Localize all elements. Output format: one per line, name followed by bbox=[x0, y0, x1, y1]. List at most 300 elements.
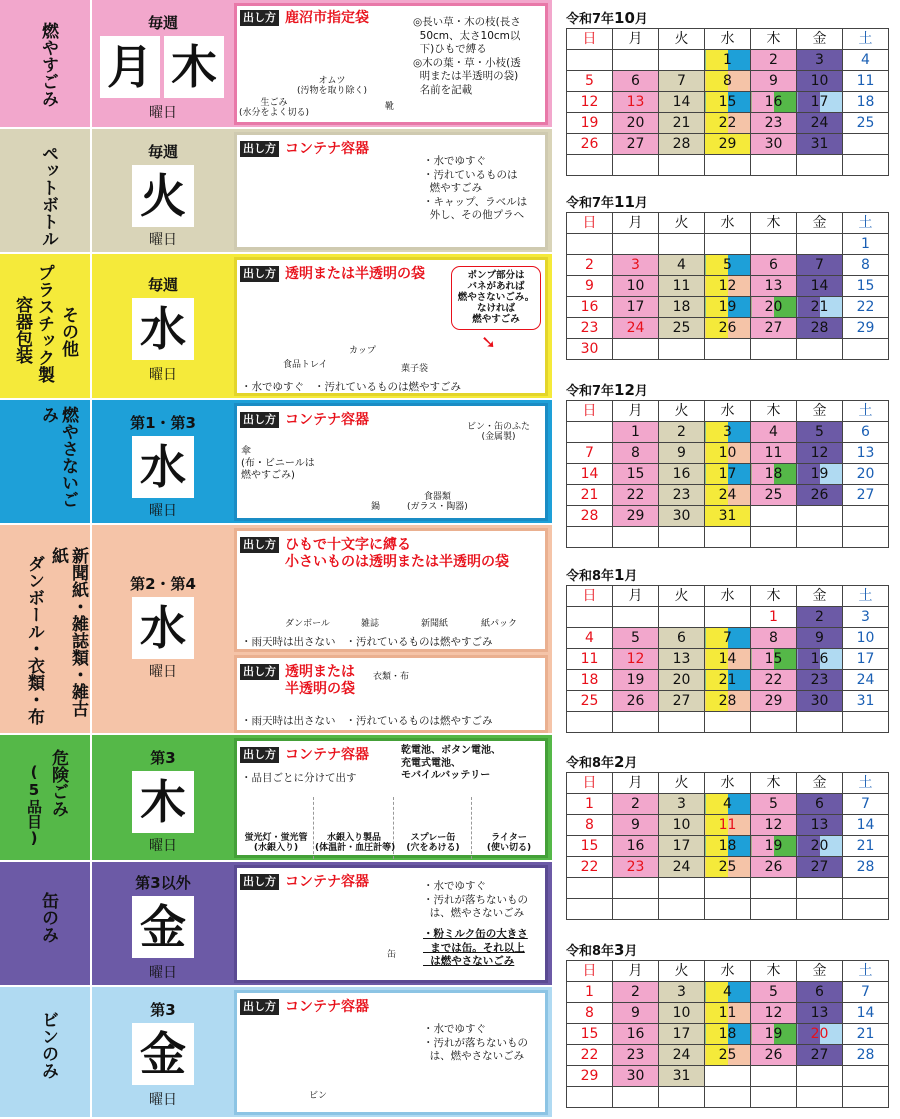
weekday-header: 土 bbox=[843, 586, 889, 607]
calendar-day: 11 bbox=[567, 649, 613, 670]
calendar-day bbox=[613, 878, 659, 899]
calendar-day bbox=[797, 527, 843, 548]
calendar-day bbox=[567, 607, 613, 628]
weekday-box-tue: 火 bbox=[132, 165, 194, 227]
schedule-bottles: 第3 金 曜日 bbox=[92, 987, 234, 1117]
calendar-day: 25 bbox=[659, 318, 705, 339]
calendar-day: 14 bbox=[843, 815, 889, 836]
schedule-pet-bottle: 毎週 火 曜日 bbox=[92, 129, 234, 252]
calendar-day: 21 bbox=[705, 670, 751, 691]
month-title bbox=[566, 752, 638, 771]
calendar-day: 3 bbox=[843, 607, 889, 628]
calendar-day bbox=[843, 1066, 889, 1087]
calendar-day: 20 bbox=[613, 113, 659, 134]
calendar-day: 22 bbox=[613, 485, 659, 506]
row-burnable bbox=[0, 0, 552, 129]
calendar-day: 14 bbox=[705, 649, 751, 670]
calendar-day: 22 bbox=[843, 297, 889, 318]
calendar-day: 10 bbox=[613, 276, 659, 297]
calendar-day: 15 bbox=[567, 1024, 613, 1045]
calendar-day: 2 bbox=[567, 255, 613, 276]
calendar-day: 27 bbox=[843, 485, 889, 506]
calendar-day bbox=[705, 527, 751, 548]
calendar-day bbox=[843, 134, 889, 155]
calendar-day: 11 bbox=[705, 815, 751, 836]
weekday-header: 水 bbox=[705, 961, 751, 982]
calendar-day: 12 bbox=[613, 649, 659, 670]
month-calendar bbox=[566, 400, 889, 548]
calendar-day: 3 bbox=[659, 794, 705, 815]
calendar-day: 13 bbox=[659, 649, 705, 670]
weekday-header: 水 bbox=[705, 29, 751, 50]
weekday-box-wed: 水 bbox=[132, 597, 194, 659]
calendar-day: 24 bbox=[659, 857, 705, 878]
calendar-day: 9 bbox=[567, 276, 613, 297]
calendar-day: 4 bbox=[705, 794, 751, 815]
calendar-day: 26 bbox=[751, 1045, 797, 1066]
calendar-day: 29 bbox=[843, 318, 889, 339]
calendar-day: 1 bbox=[751, 607, 797, 628]
calendar-day: 19 bbox=[613, 670, 659, 691]
calendar-day bbox=[659, 878, 705, 899]
calendar-day: 4 bbox=[659, 255, 705, 276]
calendar-day bbox=[567, 878, 613, 899]
calendar-day bbox=[751, 506, 797, 527]
calendar-day: 19 bbox=[751, 1024, 797, 1045]
calendar-day: 18 bbox=[659, 297, 705, 318]
weekday-header: 木 bbox=[751, 773, 797, 794]
calendar-day: 31 bbox=[705, 506, 751, 527]
weekday-header: 水 bbox=[705, 773, 751, 794]
weekday-header: 日 bbox=[567, 586, 613, 607]
category-label-non-burnable: 燃やさないごみ bbox=[0, 400, 92, 523]
calendar-day bbox=[567, 50, 613, 71]
calendar-day: 6 bbox=[797, 982, 843, 1003]
calendar-day: 10 bbox=[797, 71, 843, 92]
month-number: 1 bbox=[614, 566, 625, 584]
calendar-day: 25 bbox=[843, 113, 889, 134]
calendar-day bbox=[659, 234, 705, 255]
weekday-header: 日 bbox=[567, 961, 613, 982]
calendar-day: 3 bbox=[613, 255, 659, 276]
weekday-header: 日 bbox=[567, 29, 613, 50]
calendar-day: 5 bbox=[613, 628, 659, 649]
calendar-day: 13 bbox=[843, 443, 889, 464]
calendar-day: 14 bbox=[797, 276, 843, 297]
calendar-day: 10 bbox=[843, 628, 889, 649]
calendar-day: 22 bbox=[567, 857, 613, 878]
calendar-day: 3 bbox=[797, 50, 843, 71]
calendar-day: 8 bbox=[613, 443, 659, 464]
calendar-day: 28 bbox=[797, 318, 843, 339]
weekday-header: 月 bbox=[613, 961, 659, 982]
calendar-day: 24 bbox=[843, 670, 889, 691]
calendar-day bbox=[797, 878, 843, 899]
calendar-day bbox=[613, 527, 659, 548]
calendar-day: 6 bbox=[843, 422, 889, 443]
weekday-header: 金 bbox=[797, 961, 843, 982]
weekday-header: 土 bbox=[843, 961, 889, 982]
weekday-header: 金 bbox=[797, 213, 843, 234]
calendar-day bbox=[705, 234, 751, 255]
calendar-day bbox=[751, 527, 797, 548]
calendar-day: 27 bbox=[751, 318, 797, 339]
weekday-header: 日 bbox=[567, 401, 613, 422]
calendar-day: 8 bbox=[751, 628, 797, 649]
month-suffix: 月 bbox=[634, 384, 648, 399]
calendar-day bbox=[567, 155, 613, 176]
calendar-day: 6 bbox=[797, 794, 843, 815]
calendar-day bbox=[705, 899, 751, 920]
calendar-day: 2 bbox=[797, 607, 843, 628]
calendar-day: 19 bbox=[567, 113, 613, 134]
calendar-day bbox=[797, 1066, 843, 1087]
month-calendar bbox=[566, 960, 889, 1108]
calendar-day: 31 bbox=[659, 1066, 705, 1087]
weekday-header: 木 bbox=[751, 586, 797, 607]
calendar-day: 22 bbox=[751, 670, 797, 691]
weekday-header: 月 bbox=[613, 213, 659, 234]
calendar-day: 4 bbox=[567, 628, 613, 649]
calendar-day bbox=[751, 899, 797, 920]
calendar-day: 27 bbox=[659, 691, 705, 712]
calendar-day: 25 bbox=[705, 1045, 751, 1066]
weekday-header: 金 bbox=[797, 401, 843, 422]
weekday-header: 土 bbox=[843, 401, 889, 422]
calendar-day bbox=[843, 527, 889, 548]
weekday-box-thu: 木 bbox=[132, 771, 194, 833]
weekday-header: 土 bbox=[843, 213, 889, 234]
calendar-day: 21 bbox=[659, 113, 705, 134]
calendar-day bbox=[613, 50, 659, 71]
calendar-day bbox=[797, 1087, 843, 1108]
calendar-day bbox=[751, 1066, 797, 1087]
calendar-day: 5 bbox=[751, 982, 797, 1003]
calendar-day: 2 bbox=[751, 50, 797, 71]
calendar-day: 13 bbox=[751, 276, 797, 297]
calendar-day: 14 bbox=[843, 1003, 889, 1024]
calendar-day bbox=[567, 527, 613, 548]
schedule-burnable: 毎週 月 木 曜日 bbox=[92, 0, 234, 127]
calendar-day: 17 bbox=[843, 649, 889, 670]
calendar-day bbox=[613, 339, 659, 360]
calendar-day bbox=[705, 1087, 751, 1108]
calendar-day bbox=[613, 607, 659, 628]
calendar-day: 24 bbox=[797, 113, 843, 134]
calendar-day: 16 bbox=[797, 649, 843, 670]
disposal-info-hazardous: 出し方 コンテナ容器 ・品目ごとに分けて出す 乾電池、ボタン電池、 充電式電池、 モバイルバッテリー 蛍光灯・蛍光管 (水銀入り) 水銀入り製品 (体温計・血圧計等) スプレー缶 (穴をあける) ライター (使い切る) bbox=[234, 738, 548, 858]
calendar-day bbox=[751, 155, 797, 176]
weekday-header: 水 bbox=[705, 586, 751, 607]
month-suffix: 月 bbox=[624, 944, 638, 959]
calendar-day: 15 bbox=[567, 836, 613, 857]
calendar-day: 11 bbox=[751, 443, 797, 464]
calendar-day: 26 bbox=[705, 318, 751, 339]
calendar-day bbox=[843, 1087, 889, 1108]
calendar-day: 12 bbox=[705, 276, 751, 297]
calendar-day: 1 bbox=[843, 234, 889, 255]
calendar-day bbox=[567, 234, 613, 255]
calendar-panel bbox=[556, 0, 900, 1119]
calendar-day bbox=[705, 155, 751, 176]
calendar-day: 9 bbox=[797, 628, 843, 649]
calendar-day: 7 bbox=[797, 255, 843, 276]
calendar-day: 7 bbox=[843, 794, 889, 815]
calendar-day: 2 bbox=[613, 794, 659, 815]
calendar-day bbox=[659, 155, 705, 176]
schedule-cans: 第3以外 金 曜日 bbox=[92, 862, 234, 985]
calendar-day: 29 bbox=[705, 134, 751, 155]
calendar-day bbox=[705, 878, 751, 899]
weekday-header: 火 bbox=[659, 401, 705, 422]
calendar-day: 15 bbox=[843, 276, 889, 297]
calendar-day: 20 bbox=[843, 464, 889, 485]
calendar-day: 20 bbox=[797, 1024, 843, 1045]
month-title bbox=[566, 380, 648, 399]
calendar-day: 28 bbox=[659, 134, 705, 155]
calendar-day: 11 bbox=[843, 71, 889, 92]
weekday-header: 金 bbox=[797, 773, 843, 794]
row-paper-cloth bbox=[0, 525, 552, 735]
calendar-day: 24 bbox=[659, 1045, 705, 1066]
calendar-day: 23 bbox=[567, 318, 613, 339]
month-title bbox=[566, 940, 638, 959]
calendar-day bbox=[797, 234, 843, 255]
arrow-down-icon: ➘ bbox=[481, 332, 497, 353]
calendar-day bbox=[613, 712, 659, 733]
calendar-day: 22 bbox=[567, 1045, 613, 1066]
calendar-day: 12 bbox=[567, 92, 613, 113]
weekday-header: 木 bbox=[751, 401, 797, 422]
row-pet-bottle bbox=[0, 129, 552, 254]
calendar-day: 31 bbox=[797, 134, 843, 155]
weekday-header: 金 bbox=[797, 586, 843, 607]
calendar-day: 6 bbox=[751, 255, 797, 276]
calendar-day: 1 bbox=[567, 982, 613, 1003]
calendar-day: 22 bbox=[705, 113, 751, 134]
calendar-day: 25 bbox=[705, 857, 751, 878]
schedule-hazardous: 第3 木 曜日 bbox=[92, 735, 234, 860]
weekday-header: 火 bbox=[659, 213, 705, 234]
calendar-day: 9 bbox=[659, 443, 705, 464]
weekday-header: 日 bbox=[567, 213, 613, 234]
calendar-day bbox=[659, 607, 705, 628]
calendar-day: 1 bbox=[613, 422, 659, 443]
month-number: 3 bbox=[614, 941, 625, 959]
calendar-day: 2 bbox=[659, 422, 705, 443]
era-label: 令和7年 bbox=[566, 384, 615, 399]
calendar-day bbox=[613, 155, 659, 176]
calendar-day: 4 bbox=[705, 982, 751, 1003]
calendar-day bbox=[843, 155, 889, 176]
calendar-day: 2 bbox=[613, 982, 659, 1003]
month-suffix: 月 bbox=[624, 756, 638, 771]
calendar-day: 25 bbox=[567, 691, 613, 712]
calendar-day bbox=[843, 712, 889, 733]
calendar-day: 21 bbox=[797, 297, 843, 318]
calendar-day bbox=[705, 712, 751, 733]
calendar-day bbox=[797, 712, 843, 733]
category-label-pet-bottle: ペットボトル bbox=[0, 129, 92, 252]
month-calendar bbox=[566, 772, 889, 920]
calendar-day: 7 bbox=[659, 71, 705, 92]
schedule-paper-cloth: 第2・第4 水 曜日 bbox=[130, 575, 196, 680]
calendar-day: 19 bbox=[705, 297, 751, 318]
category-label-hazardous: 危険ごみ (5品目) bbox=[0, 735, 92, 860]
calendar-day: 29 bbox=[751, 691, 797, 712]
calendar-day: 12 bbox=[751, 815, 797, 836]
calendar-day: 20 bbox=[751, 297, 797, 318]
weekday-box-wed: 水 bbox=[132, 298, 194, 360]
calendar-day: 16 bbox=[567, 297, 613, 318]
month-title bbox=[566, 192, 648, 211]
calendar-day bbox=[751, 878, 797, 899]
disposal-info-cans: 出し方 コンテナ容器 ・水でゆすぐ ・汚れが落ちないもの は、燃やさないごみ ・粉ミルク缶の大きさ までは缶。それ以上 は燃やさないごみ 缶 bbox=[234, 865, 548, 983]
category-label-paper-cloth: 新聞紙・雑誌類・雑古紙 ダンボール・衣類・布 bbox=[0, 525, 92, 733]
era-label: 令和7年 bbox=[566, 196, 615, 211]
calendar-day bbox=[613, 899, 659, 920]
month-suffix: 月 bbox=[634, 196, 648, 211]
calendar-day: 18 bbox=[705, 836, 751, 857]
calendar-day bbox=[797, 506, 843, 527]
calendar-day: 26 bbox=[751, 857, 797, 878]
pump-note-bubble: ポンプ部分は バネがあれば 燃やさないごみ。 なければ 燃やすごみ bbox=[451, 266, 541, 330]
calendar-day: 26 bbox=[567, 134, 613, 155]
calendar-day bbox=[705, 607, 751, 628]
calendar-day bbox=[567, 712, 613, 733]
calendar-day: 3 bbox=[659, 982, 705, 1003]
calendar-day: 4 bbox=[843, 50, 889, 71]
calendar-day: 30 bbox=[613, 1066, 659, 1087]
calendar-day bbox=[567, 899, 613, 920]
calendar-day bbox=[613, 234, 659, 255]
calendar-day: 10 bbox=[659, 815, 705, 836]
calendar-day: 3 bbox=[705, 422, 751, 443]
calendar-day: 10 bbox=[705, 443, 751, 464]
row-cans bbox=[0, 862, 552, 987]
calendar-day: 24 bbox=[613, 318, 659, 339]
calendar-day: 15 bbox=[705, 92, 751, 113]
weekday-header: 土 bbox=[843, 773, 889, 794]
weekday-box-fri: 金 bbox=[132, 1023, 194, 1085]
category-label-bottles: ビンのみ bbox=[0, 987, 92, 1117]
calendar-day bbox=[659, 899, 705, 920]
calendar-day bbox=[659, 527, 705, 548]
calendar-day: 9 bbox=[613, 815, 659, 836]
calendar-day: 17 bbox=[659, 1024, 705, 1045]
calendar-day: 8 bbox=[843, 255, 889, 276]
calendar-day: 16 bbox=[613, 836, 659, 857]
calendar-day bbox=[659, 50, 705, 71]
calendar-day: 16 bbox=[613, 1024, 659, 1045]
calendar-day: 25 bbox=[751, 485, 797, 506]
category-label-plastic: プラスチック製 その他 容器包装 bbox=[0, 254, 92, 398]
calendar-day bbox=[843, 506, 889, 527]
calendar-day: 30 bbox=[751, 134, 797, 155]
weekday-header: 水 bbox=[705, 401, 751, 422]
weekday-header: 土 bbox=[843, 29, 889, 50]
calendar-day: 5 bbox=[567, 71, 613, 92]
weekday-box-thu: 木 bbox=[164, 36, 224, 98]
calendar-day: 6 bbox=[659, 628, 705, 649]
calendar-day: 23 bbox=[751, 113, 797, 134]
calendar-day: 19 bbox=[797, 464, 843, 485]
calendar-day bbox=[751, 1087, 797, 1108]
weekday-header: 日 bbox=[567, 773, 613, 794]
calendar-day: 27 bbox=[613, 134, 659, 155]
calendar-day bbox=[705, 339, 751, 360]
weekday-box-fri: 金 bbox=[132, 896, 194, 958]
calendar-day: 23 bbox=[613, 1045, 659, 1066]
calendar-day: 29 bbox=[613, 506, 659, 527]
month-number: 12 bbox=[614, 381, 635, 399]
calendar-day: 26 bbox=[613, 691, 659, 712]
calendar-day: 18 bbox=[705, 1024, 751, 1045]
calendar-day bbox=[659, 339, 705, 360]
calendar-day: 5 bbox=[705, 255, 751, 276]
disposal-info-plastic: 出し方 透明または半透明の袋 ポンプ部分は バネがあれば 燃やさないごみ。 なければ 燃やすごみ ➘ カップ 食品トレイ 菓子袋 ・水でゆすぐ ・汚れているものは燃やすごみ bbox=[234, 257, 548, 396]
calendar-day bbox=[705, 1066, 751, 1087]
calendar-day bbox=[843, 339, 889, 360]
weekday-box-mon: 月 bbox=[100, 36, 160, 98]
calendar-day: 28 bbox=[705, 691, 751, 712]
calendar-day: 11 bbox=[705, 1003, 751, 1024]
calendar-day: 13 bbox=[797, 815, 843, 836]
weekday-header: 木 bbox=[751, 29, 797, 50]
calendar-day: 23 bbox=[659, 485, 705, 506]
calendar-day: 13 bbox=[797, 1003, 843, 1024]
weekday-header: 月 bbox=[613, 401, 659, 422]
weekday-header: 火 bbox=[659, 586, 705, 607]
month-title bbox=[566, 565, 638, 584]
calendar-day: 1 bbox=[567, 794, 613, 815]
row-non-burnable bbox=[0, 400, 552, 525]
calendar-day: 13 bbox=[613, 92, 659, 113]
calendar-day: 18 bbox=[843, 92, 889, 113]
calendar-day: 21 bbox=[843, 1024, 889, 1045]
calendar-day: 1 bbox=[705, 50, 751, 71]
calendar-day bbox=[659, 712, 705, 733]
calendar-day bbox=[751, 234, 797, 255]
month-suffix: 月 bbox=[624, 569, 638, 584]
month-suffix: 月 bbox=[634, 12, 648, 27]
era-label: 令和8年 bbox=[566, 569, 615, 584]
weekday-box-wed: 水 bbox=[132, 436, 194, 498]
calendar-day: 7 bbox=[567, 443, 613, 464]
category-label-cans: 缶のみ bbox=[0, 862, 92, 985]
calendar-day: 9 bbox=[751, 71, 797, 92]
calendar-day bbox=[567, 1087, 613, 1108]
calendar-day: 30 bbox=[567, 339, 613, 360]
disposal-info-burnable: 出し方 鹿沼市指定袋 ◎長い草・木の枝(長さ 50cm、太さ10cm以 下)ひもで縛る ◎木の葉・草・小枝(透 明または半透明の袋) 名前を記載 オムツ (汚物を取り除く) 生ごみ (水分をよく切る) 靴 bbox=[234, 3, 548, 125]
calendar-day: 28 bbox=[843, 857, 889, 878]
calendar-day: 17 bbox=[659, 836, 705, 857]
calendar-day: 21 bbox=[843, 836, 889, 857]
calendar-day: 12 bbox=[751, 1003, 797, 1024]
calendar-day: 29 bbox=[567, 1066, 613, 1087]
calendar-day: 28 bbox=[567, 506, 613, 527]
calendar-day: 15 bbox=[751, 649, 797, 670]
calendar-day: 17 bbox=[797, 92, 843, 113]
month-number: 11 bbox=[614, 193, 635, 211]
calendar-day: 10 bbox=[659, 1003, 705, 1024]
calendar-day bbox=[567, 422, 613, 443]
calendar-day: 19 bbox=[751, 836, 797, 857]
month-number: 2 bbox=[614, 753, 625, 771]
disposal-info-non-burnable: 出し方 コンテナ容器 ビン・缶のふた (金属製) 傘 (布・ビニールは 燃やすごみ) 鍋 食器類 (ガラス・陶器) bbox=[234, 403, 548, 521]
row-hazardous bbox=[0, 735, 552, 862]
calendar-day: 30 bbox=[659, 506, 705, 527]
